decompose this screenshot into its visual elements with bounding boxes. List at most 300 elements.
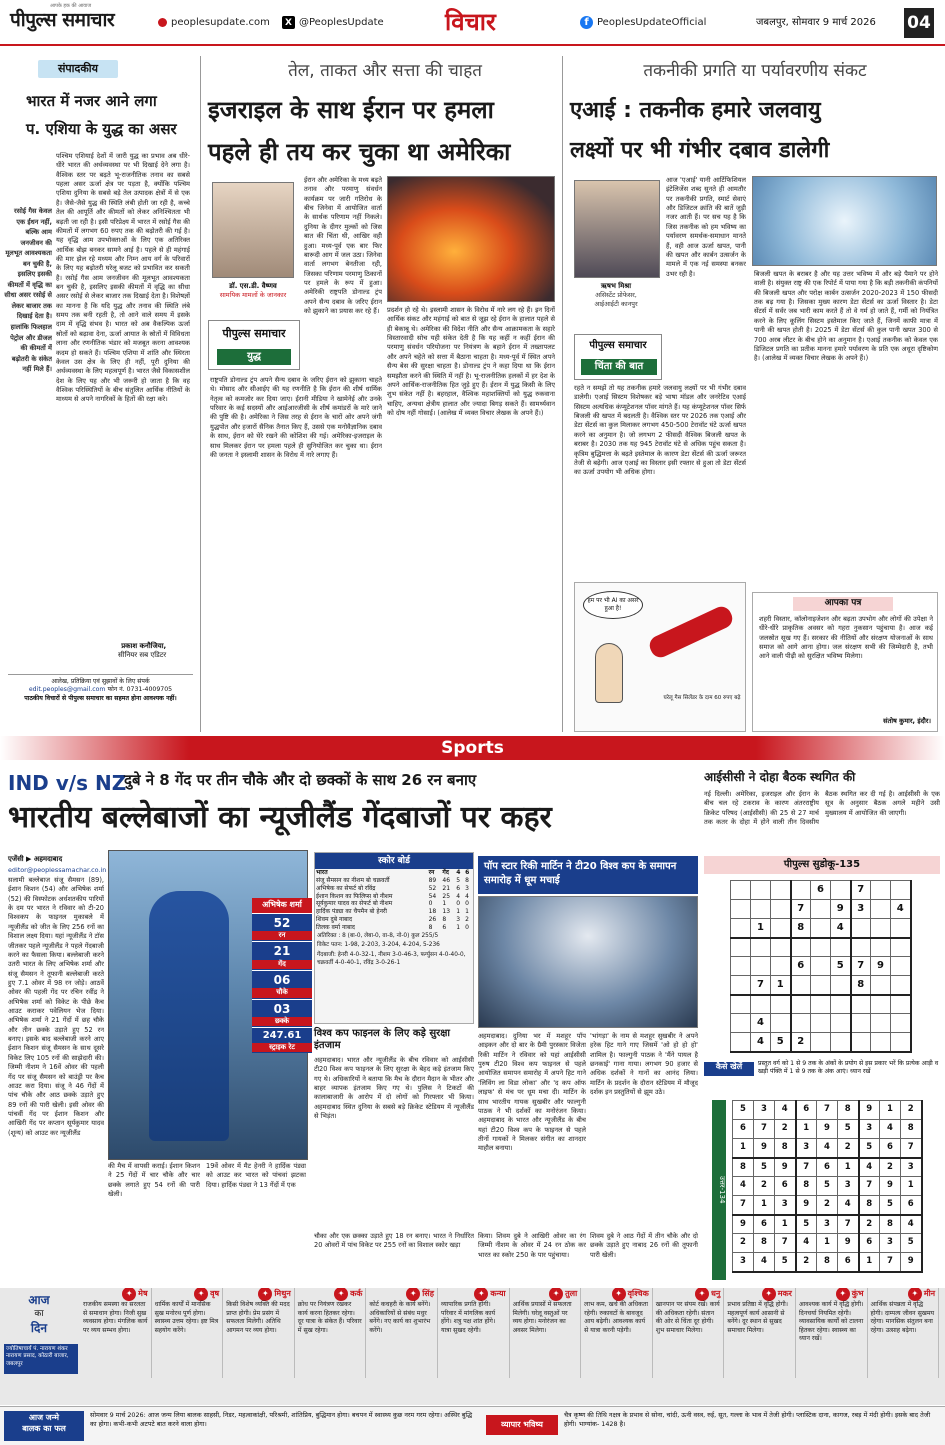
sudoku-answer-cell: 7 (901, 1139, 922, 1158)
scorecard-row (315, 877, 473, 885)
sudoku-answer-cell: 5 (859, 1139, 880, 1158)
sudoku-answer-row (733, 1234, 922, 1253)
score-bowling: गेंदबाजी: हेनरी 4-0-32-1, नीशम 3-0-46-3, फर्ग्युसन 4-0-40-0, चक्रवर्ती 4-0-40-1, रविंद्र 3-0-26-1 (317, 952, 466, 966)
scorecard-cell: 2 (465, 915, 469, 923)
zodiac-sign (223, 1288, 295, 1378)
war-image (387, 176, 555, 302)
israel-body-mid: राष्ट्रपति डोनाल्ड ट्रंप अपने सैन्य दबाव के जरिए ईरान को झुकाना चाहते थे। मोसाद और सीआईए की यह रणनीति है कि ईरान की शीर्ष धार्मिक नेतृत्व को कमजोर कर दिया जाए। ईरानी मीडिया ने खामेनेई और उनके परिवार के कई सदस्यों और आईआरजीसी के शीर्ष कमांडरों के मारे जाने की पुष्टि की है। अमेरिका ने जिस तरह से ईरान के चारों ओर अपने जंगी युद्धपोत और हजारों सैनिक तैनात किए हैं, उससे एक मनोवैज्ञानिक दबाव के साथ, ईरान को घेरे रखने की कोशिश की गई। अमेरिका-इजराइल के साथ मिलकर ईरान पर हमला पहले ही सुनियोजित कर चुका था। ईरान की जनता ने इस्लामी शासन के विरोध में नारे लगाए हैं। (210, 376, 382, 459)
stat-player-name: अभिषेक शर्मा (252, 898, 312, 913)
sudoku-answer-row (733, 1177, 922, 1196)
sudoku-row (731, 1033, 911, 1052)
sudoku-cell[interactable] (731, 881, 751, 900)
sudoku-answer-cell: 6 (754, 1215, 775, 1234)
scorecard-cell: 0 (465, 923, 469, 931)
sudoku-cell[interactable]: 5 (771, 1033, 791, 1052)
stat-list (252, 913, 312, 1053)
zodiac-text: लाभ कम, खर्च की अधिकता रहेगी। रुकावटों के बावजूद आय बढ़ेगी। आवश्यक कार्य से यात्रा करनी पड़ेगी। (584, 1301, 648, 1334)
sudoku-cell[interactable] (731, 900, 751, 919)
icc-headline: आईसीसी ने दोहा बैठक स्थगित की (704, 770, 856, 784)
scorecard-cell: 8 (442, 915, 447, 923)
sudoku-answer-cell: 7 (796, 1158, 817, 1177)
sudoku-cell[interactable] (771, 938, 791, 957)
zodiac-sign (796, 1288, 868, 1378)
sudoku-answer-cell: 8 (796, 1177, 817, 1196)
sudoku-cell[interactable] (831, 976, 851, 995)
sudoku-answer-cell: 8 (775, 1139, 796, 1158)
ai-category-box (574, 334, 662, 380)
sudoku-answer-cell: 6 (817, 1158, 838, 1177)
sudoku-cell[interactable] (891, 976, 911, 995)
sudoku-cell[interactable] (811, 919, 831, 938)
editorial-footer: आलेख, प्रतिक्रिया एवं सुझावों के लिए संपर्क edit.peoples@gmail.com फोन नं. 0731-4009705 पाठकीय विचारों से पीपुल्स समाचार का सहमत होना आवश्यक नहीं। (8, 674, 193, 710)
sudoku-cell[interactable] (751, 938, 771, 957)
sudoku-cell[interactable]: 4 (751, 1033, 771, 1052)
sudoku-answer-row (733, 1120, 922, 1139)
sudoku-cell[interactable]: 2 (791, 1033, 811, 1052)
zodiac-icon: ✦ (762, 1288, 776, 1301)
scorecard-cell: 52 (428, 884, 437, 892)
sudoku-cell[interactable] (871, 938, 891, 957)
sudoku-answer-cell: 2 (775, 1120, 796, 1139)
scorecard-cell: 18 (428, 908, 437, 916)
sudoku-answer-cell: 5 (754, 1158, 775, 1177)
sudoku-cell[interactable] (871, 976, 891, 995)
zodiac-text: आवश्यक कार्य में वृद्धि होगी। दिनचर्या नियमित रहेगी। व्यावसायिक कार्यों को टालना हितकर रहेगा। स्वास्थ्य का ध्यान रखें। (798, 1301, 864, 1343)
israel-kicker: तेल, ताकत और सत्ता की चाहत (288, 61, 482, 81)
sudoku-cell[interactable]: 7 (751, 976, 771, 995)
sudoku-answer-cell: 6 (859, 1234, 880, 1253)
sudoku-cell[interactable] (831, 1014, 851, 1033)
stat-item (252, 941, 312, 970)
sudoku-cell[interactable] (811, 995, 831, 1014)
zodiac-icon: ✦ (908, 1288, 922, 1301)
scorecard-table (315, 869, 473, 931)
sudoku-cell[interactable] (811, 976, 831, 995)
scorecard-head-cell: 4 (456, 869, 461, 877)
scorecard-cell: 13 (442, 908, 451, 916)
sudoku-answer-cell: 7 (775, 1234, 796, 1253)
sudoku-cell[interactable]: 8 (851, 976, 871, 995)
sudoku-answer-cell: 8 (859, 1196, 880, 1215)
scorecard-cell: तिलक वर्मा नाबाद (316, 923, 355, 931)
brand-tagline: आपके हक की आवाज (50, 3, 92, 9)
sudoku-cell[interactable] (771, 995, 791, 1014)
sudoku-answer-cell: 2 (880, 1158, 901, 1177)
israel-body-top: ईरान और अमेरिका के मध्य बढ़ते तनाव और परमाणु संवर्धन कार्यक्रम पर जारी गतिरोध के बीच जिनेवा में आयोजित वार्ता के सार्थक परिणाम नहीं निकले। दुनिया के दीगर मुल्कों को जिस बात की चिंता थी, आखिर वही हुआ। मध्य-पूर्व एक बार फिर बारूदी आग में जल उठा। जिनेवा वार्ता लगभग बेनतीजा रही, जिसका परिणाम परमाणु ठिकानों पर हमले के रूप में हुआ। अमेरिकी राष्ट्रपति डोनाल्ड ट्रंप अपने सैन्य दबाव के जरिए ईरान को झुकाने का प्रयास कर रहे हैं। (304, 176, 382, 316)
sudoku-cell[interactable] (871, 881, 891, 900)
sudoku-answer-cell: 9 (880, 1177, 901, 1196)
sudoku-cell[interactable] (851, 1014, 871, 1033)
sudoku-answer-cell: 9 (838, 1234, 859, 1253)
score-extras: अतिरिक्त : 8 (बा-0, लेबा-0, वा-8, नो-0) कुल 255/5 (317, 932, 439, 939)
globe-icon (158, 18, 167, 27)
scorecard-cell: 89 (428, 876, 437, 884)
sudoku-cell[interactable] (751, 900, 771, 919)
sudoku-cell[interactable] (811, 900, 831, 919)
sudoku-cell[interactable] (771, 919, 791, 938)
sudoku-cell[interactable] (811, 1033, 831, 1052)
scorecard-cell: 54 (428, 892, 437, 900)
sudoku-answer-cell: 1 (754, 1196, 775, 1215)
zodiac-name: ✦ मीन (868, 1288, 939, 1300)
answer-label: उत्तर-134 (712, 1100, 726, 1280)
cartoon (574, 582, 746, 732)
sudoku-cell[interactable] (771, 881, 791, 900)
sudoku-answer-row (733, 1101, 922, 1120)
sudoku-cell[interactable] (891, 995, 911, 1014)
scorecard-cell: हार्दिक पंड्या का चैपमैन बो हेनरी (316, 908, 387, 916)
sudoku-answer-cell: 4 (817, 1139, 838, 1158)
sudoku-cell[interactable] (731, 1033, 751, 1052)
sudoku-cell[interactable] (811, 938, 831, 957)
sudoku-cell[interactable] (871, 1033, 891, 1052)
sudoku-answer-grid (732, 1100, 923, 1273)
final-headline: विश्व कप फाइनल के लिए कड़े सुरक्षा इंतजाम (314, 1028, 450, 1051)
sudoku-answer-cell: 5 (838, 1120, 859, 1139)
scorecard (314, 852, 474, 1024)
zodiac-icon: ✦ (612, 1288, 626, 1301)
sudoku-row (731, 919, 911, 938)
scorecard-cell: अभिषेक का सेफर्ट बो रविंद्र (316, 884, 376, 892)
sudoku-cell[interactable]: 4 (751, 1014, 771, 1033)
scorecard-cell: 0 (428, 900, 433, 908)
scorecard-head-cell: गेंद (442, 869, 449, 877)
sudoku-answer-board (732, 1100, 923, 1273)
sudoku-answer-cell: 2 (859, 1215, 880, 1234)
sudoku-cell[interactable] (751, 995, 771, 1014)
sudoku-answer-cell: 4 (859, 1158, 880, 1177)
sudoku-cell[interactable] (771, 957, 791, 976)
sudoku-cell[interactable]: 4 (831, 919, 851, 938)
sports-title: Sports (400, 736, 545, 760)
sports-body-bottom-4: किया। शिवम दुबे ने आखिरी ओवर का रंग जिम्मी नीशम के ओवर में 24 रन ठोक कर भारत का स्कोर 250 के पार पहुंचाया। (478, 1232, 586, 1259)
ricky-headline: पॉप स्टार रिकी मार्टिन ने टी20 विश्व कप के समापन समारोह में धूम मचाई (478, 856, 698, 894)
cartoon-speech-bubble: हम पर भी AI का असर हुआ है! (583, 591, 643, 619)
sudoku-answer-row (733, 1139, 922, 1158)
scorecard-cell: 8 (465, 876, 469, 884)
sudoku-cell[interactable]: 4 (891, 900, 911, 919)
sudoku-grid (730, 880, 912, 1053)
sudoku-cell[interactable] (871, 919, 891, 938)
sudoku-cell[interactable] (871, 1014, 891, 1033)
scorecard-cell: 4 (456, 892, 461, 900)
sudoku-cell[interactable] (771, 1014, 791, 1033)
sudoku-cell[interactable]: 1 (751, 919, 771, 938)
scorecard-cell: 0 (456, 900, 461, 908)
sudoku-cell[interactable] (851, 938, 871, 957)
sudoku-answer-cell: 2 (796, 1253, 817, 1272)
masthead (0, 0, 945, 46)
sudoku-answer-cell: 8 (901, 1120, 922, 1139)
facebook-link[interactable]: f PeoplesUpdateOfficial (580, 16, 706, 30)
stat-label: रन (252, 931, 312, 940)
sudoku-answer-cell: 7 (733, 1196, 754, 1215)
zodiac-icon: ✦ (122, 1288, 136, 1301)
ai-body-mid: रहते न समझें तो यह तकनीक हमारे जलवायु लक्ष्यों पर भी गंभीर दबाव डालेगी। एआई सिस्टम विशेषकर बड़े भाषा मॉडल और जनरेटिव एआई सिस्टम अत्यधिक कंप्यूटेशनल पॉवर मांगते हैं। यह कंप्यूटेशनल पॉवर सिर्फ बिजली की खपत में बदलती है। वैश्विक स्तर पर 2026 तक एआई और डेटा सेंटर्स का कुल मिलाकर लगभग 450-500 टेरावॉट घंटे ऊर्जा खपत करने का अनुमान है। जो लगभग 2 फीसदी वैश्विक बिजली खपत के बराबर है। 2030 तक यह 945 टेरावॉट घंटे से अधिक पहुंच सकता है। कृत्रिम बुद्धिमत्ता के बढ़ते इस्तेमाल के कारण डेटा सेंटर्स की ऊर्जा जरूरत तेजी से बढ़ेगी। आज एआई का विस्तार इसी रफ्तार से हुआ तो डेटा सेंटर्स का ऊर्जा उपयोग भी अधिक होगा। (574, 384, 746, 477)
zodiac-icon: ✦ (406, 1288, 420, 1301)
zodiac-name: ✦ वृश्चिक (581, 1288, 652, 1300)
column-rule (200, 56, 201, 732)
ai-box-label: चिंता की बात (581, 359, 657, 375)
sports-email: editor@peoplessamachar.co.in (8, 866, 107, 874)
sudoku-cell[interactable] (731, 1014, 751, 1033)
sudoku-answer-cell: 9 (754, 1139, 775, 1158)
zodiac-name: ✦ मेष (80, 1288, 151, 1300)
sudoku-cell[interactable] (731, 976, 751, 995)
israel-author: डॉ. एस.डी. वैष्णव सामयिक मामलों के जानकार (219, 282, 287, 300)
zodiac-list (80, 1288, 940, 1378)
scorecard-cell: 3 (465, 884, 469, 892)
sudoku-cell[interactable] (791, 881, 811, 900)
zodiac-name: ✦ मिथुन (223, 1288, 294, 1300)
editorial-column (4, 56, 193, 736)
sudoku-answer-cell: 5 (733, 1101, 754, 1120)
israel-headline-line1: इजराइल के साथ ईरान पर हमला (208, 96, 494, 124)
sudoku-row (731, 900, 911, 919)
israel-category-box (208, 320, 300, 370)
sudoku-answer-cell: 5 (775, 1253, 796, 1272)
sudoku-cell[interactable] (791, 1014, 811, 1033)
zodiac-text: धार्मिक कार्यों में मानसिक सुख मनोरथ पूर्ण होगा। स्वास्थ्य उत्तम रहेगा। इष्ट मित्र सहयोग करेंगे। (154, 1301, 219, 1334)
sudoku-answer-cell: 4 (901, 1215, 922, 1234)
sudoku-cell[interactable] (751, 881, 771, 900)
ricky-body-2: 'भांगड़ा' के नाम से मशहूर सुखबीर ने अपने हरेक हिट गाने गाए जिसमें 'ओ हो हो हो' शामिल है। फाल्गुनी पाठक ने 'मैंने पायल है छनकाई' गाना गाया। लगभग 90 हजार से अधिक दर्शकों ने गानों का आनंद लिया। मार्टिन के प्रदर्शन के दौरान स्टेडियम में मौजूद दर्शक इन प्रस्तुतियों से झूम उठे। (590, 1032, 698, 1097)
sudoku-title: पीपुल्स सुडोकू-135 (704, 856, 940, 874)
ai-kicker: तकनीकी प्रगति या पर्यावरणीय संकट (643, 61, 867, 81)
zodiac-icon: ✦ (836, 1288, 850, 1301)
sudoku-answer-cell: 6 (880, 1139, 901, 1158)
sudoku-cell[interactable]: 9 (831, 900, 851, 919)
sudoku-cell[interactable] (831, 1033, 851, 1052)
zodiac-name: ✦ धनु (653, 1288, 724, 1300)
sudoku-answer-cell: 1 (859, 1253, 880, 1272)
zodiac-icon: ✦ (194, 1288, 208, 1301)
zodiac-sign (295, 1288, 367, 1378)
sudoku-cell[interactable] (731, 938, 751, 957)
zodiac-sign (868, 1288, 940, 1378)
scorecard-cell: 4 (465, 892, 469, 900)
sudoku-cell[interactable]: 6 (811, 881, 831, 900)
zodiac-icon: ✦ (474, 1288, 488, 1301)
sudoku-cell[interactable] (831, 881, 851, 900)
sudoku-cell[interactable] (731, 957, 751, 976)
scorecard-cell: 8 (428, 923, 433, 931)
sudoku-answer-cell: 2 (838, 1139, 859, 1158)
letters-author: संतोष कुमार, इंदौर। (883, 717, 931, 725)
scorecard-head-cell: भारत (316, 869, 328, 877)
sudoku-cell[interactable] (871, 900, 891, 919)
sudoku-answer-cell: 7 (880, 1253, 901, 1272)
letters-label: आपका पत्र (793, 597, 893, 611)
facebook-icon: f (580, 16, 593, 29)
sudoku-answer-cell: 1 (838, 1158, 859, 1177)
ai-body-intro: आज 'एआई' यानी आर्टिफिशियल इंटेलिजेंस शब्द सुनते ही आमतौर पर तकनीकी प्रगति, स्मार्ट सेवाएं और डिजिटल क्रांति की बातें जुड़ी नजर आती हैं। पर सच यह है कि जिस तकनीक को हम भविष्य का पर्यावरण समर्थक-समाधान मानते हैं, वही आज ऊर्जा खपत, पानी की खपत और कार्बन उत्सर्जन के मामले में एक नई समस्या बनकर उभर रही है। (666, 176, 746, 278)
sudoku-cell[interactable] (891, 938, 911, 957)
twitter-link[interactable]: X @PeoplesUpdate (282, 16, 384, 30)
zodiac-name: ✦ कर्क (295, 1288, 366, 1300)
stat-value: 21 (273, 944, 291, 959)
sudoku-cell[interactable] (791, 976, 811, 995)
sudoku-cell[interactable]: 7 (851, 881, 871, 900)
sudoku-cell[interactable] (891, 957, 911, 976)
sudoku-answer-cell: 1 (817, 1234, 838, 1253)
zodiac-name: ✦ वृष (152, 1288, 223, 1300)
sudoku-answer-cell: 9 (859, 1101, 880, 1120)
letters-body: शहरी विस्तार, कॉलोनाइजेशन और बढ़ता उपभोग और लोगों की उपेक्षा ने धीरे-धीरे प्राकृतिक अवसर को गहरा नुकसान पहुंचाया है। आज कई जलस्रोत सूख गए हैं। सरकार की नीतियों और संरक्षण योजनाओं के साथ समाज को आगे आना होगा। जल संरक्षण सभी की जिम्मेदारी है, तभी आने वाली पीढ़ी को सुरक्षित भविष्य मिलेगा। (759, 615, 933, 661)
sudoku-answer-row (733, 1253, 922, 1272)
stat-value: 06 (273, 973, 291, 988)
sudoku-cell[interactable]: 7 (791, 900, 811, 919)
zodiac-icon: ✦ (549, 1288, 563, 1301)
horoscope-label: आज का दिन (28, 1293, 50, 1336)
sudoku-answer-cell: 2 (754, 1177, 775, 1196)
sports-body: सलामी बल्लेबाज संजू सैमसन (89), ईशान किशन (54) और अभिषेक शर्मा (52) की विस्फोटक अर्धशतकीय पारियों के दम पर भारत ने रविवार को टी-20 विश्वकप के फाइनल मुकाबले में न्यूजीलैंड को जीत के लिए 256 रनों का विशाल लक्ष्य दिया। यहां न्यूजीलैंड ने टॉस जीतकर पहले न्यूजीलैंड ने पहले गेंदबाजी करने का फैसला किया। बल्लेबाजी करने उतरी भारत के लिए अभिषेक शर्मा और संजू सैमसन ने तूफानी बल्लेबाजी करते हुए 7.1 ओवर में 98 रन जोड़े। आठवें ओवर की पहली गेंद पर रचिन रवींद्र ने अभिषेक शर्मा को विकेट के पीछे कैच आउट कराकर पवेलियन भेज दिया। अभिषेक शर्मा ने 21 गेंदों में छह चौके और तीन छक्के उड़ाते हुए 52 रन बनाए। इसके बाद बल्लेबाजी करने आए ईशान किशन संजू सैमसन के साथ दूसरे विकेट लिए 105 रनों की साझेदारी की। जिम्मी नीशम ने 16वें ओवर की पहली गेंद पर संजू सैमसन को बाउंड्री पर कैच आउट करा दिया। संजू ने 46 गेंदों में पांच चौके और आठ छक्के उड़ाते हुए 89 रनों की पारी खेली। इसी ओवर की पांचवीं गेंद पर ईशान किशन और आखिरी गेंद पर कप्तान सूर्यकुमार यादव (शून्य) को आउट कर न्यूजीलैंड (8, 876, 104, 1137)
sudoku-row (731, 957, 911, 976)
zodiac-icon: ✦ (334, 1288, 348, 1301)
born-text: सोमवार 9 मार्च 2026: आज जन्म लिया बालक साहसी, निडर, महत्वाकांक्षी, परिश्रमी, शांतिप्रिय, बुद्धिमान होगा। बचपन में स्वास्थ्य कुछ नरम गरम रहेगा। अस्थिर बुद्धि का होगा। कभी-कभी अटपटे बात करने वाला होगा। (90, 1411, 473, 1428)
stat-label: चौके (252, 988, 312, 997)
sudoku-cell[interactable] (751, 957, 771, 976)
sudoku-cell[interactable] (891, 1014, 911, 1033)
sports-subhead: दुबे ने 8 गेंद पर तीन चौके और दो छक्कों के साथ 26 रन बनाए (124, 771, 477, 789)
cartoon-figure (595, 643, 623, 703)
sudoku-cell[interactable] (791, 995, 811, 1014)
ricky-body: अहमदाबाद। दुनिया भर में मशहूर पॉप आइकन और दो बार के ग्रैमी पुरस्कार विजेता रिकी मार्टिन ने रविवार को यहां आईसीसी पुरुष टी20 विश्व कप फाइनल से पहले आयोजित समापन समारोह में अपने हिट गाने 'लिविंग ला विडा लोका' और 'द कप ऑफ लाइफ' से मंच पर धूम मचा दी। मार्टिन के साथ भारतीय गायक सुखबीर और फाल्गुनी पाठक ने भी दर्शकों का मनोरंजन किया। अहमदाबाद के भारत और न्यूजीलैंड के बीच यहां टी20 विश्व कप के फाइनल से पहले तीनों गायकों ने मिलकर संगीत का शानदार माहौल बनाया। (478, 1032, 586, 1153)
scorecard-cell: सूर्यकुमार यादव का सेफर्ट बो नीशम (316, 900, 393, 908)
sudoku-cell[interactable]: 6 (791, 957, 811, 976)
zodiac-sign (152, 1288, 224, 1378)
sudoku-cell[interactable]: 1 (771, 976, 791, 995)
israel-headline-line2: पहले ही तय कर चुका था अमेरिका (208, 138, 511, 166)
sudoku-answer-cell: 5 (901, 1234, 922, 1253)
stat-item (252, 999, 312, 1028)
cylinder-rocket (646, 603, 735, 660)
stat-item (252, 970, 312, 999)
sudoku-cell[interactable] (851, 919, 871, 938)
stat-value: 52 (273, 915, 291, 930)
zodiac-sign (653, 1288, 725, 1378)
sudoku-cell[interactable]: 8 (791, 919, 811, 938)
sudoku-answer-cell: 7 (754, 1120, 775, 1139)
cartoon-caption: घरेलू गैस सिलेंडर के दाम 60 रुपए बढ़े (663, 695, 741, 701)
sudoku-cell[interactable] (851, 1033, 871, 1052)
editorial-body: पश्चिम एशियाई देशों में जारी युद्ध का प्रभाव अब धीरे-धीरे भारत की अर्थव्यवस्था पर भी दिखाई देने लगा है। वैश्विक स्तर पर बढ़ते भू-राजनीतिक तनाव का सबसे पहला असर ऊर्जा क्षेत्र पर पड़ता है, क्योंकि पश्चिम एशिया दुनिया के सबसे बड़े तेल उत्पादक क्षेत्रों में से एक है। जैसे-जैसे युद्ध की स्थिति लंबी होती जा रही है, कच्चे तेल की आपूर्ति और कीमतों को लेकर अनिश्चितता भी बढ़ती जा रही है। इसी परिप्रेक्ष्य में भारत में रसोई गैस की कीमतों में लगभग 60 रुपए तक की बढ़ोतरी की गई है। यह वृद्धि आम उपभोक्ताओं के लिए एक अतिरिक्त आर्थिक बोझ बनकर सामने आई है। पहले से ही महंगाई की मार झेल रहे मध्यम और निम्न आय वर्ग के परिवारों के लिए यह बढ़ोतरी घरेलू बजट को प्रभावित कर सकती है। रसोई गैस आम जनजीवन की मूलभूत आवश्यकता बन चुकी है, इसलिए इसकी कीमतों में वृद्धि का सीधा असर रसोई से लेकर बाजार तक दिखाई देता है। विशेषज्ञों का मानना है कि यदि युद्ध और तनाव की स्थिति लंबे समय तक बनी रहती है, तो आने वाले समय में इसके दाम में वृद्धि संभव है। भारत को अब वैकल्पिक ऊर्जा स्रोतों को बढ़ावा देना, ऊर्जा आयात के स्रोतों में विविधता लाना और रणनीतिक भंडार को मजबूत करना आवश्यक कदम हो सकते हैं। पश्चिम एशिया में शांति और स्थिरता केवल उस क्षेत्र के लिए ही नहीं, पूरी दुनिया की अर्थव्यवस्था के लिए महत्वपूर्ण है। भारत जैसे विकासशील देश के लिए यह और भी जरूरी हो जाता है कि वह वैश्विक परिस्थितियों के बीच संतुलित आर्थिक नीतियों के माध्यम से अपने नागरिकों के हितों की रक्षा करे। (56, 152, 190, 404)
ricky-image (478, 896, 698, 1028)
sudoku-answer-cell: 4 (838, 1196, 859, 1215)
sudoku-answer-cell: 4 (880, 1120, 901, 1139)
sudoku-answer-row (733, 1196, 922, 1215)
sudoku-cell[interactable] (891, 919, 911, 938)
sudoku-row (731, 1014, 911, 1033)
sudoku-cell[interactable] (831, 938, 851, 957)
scorecard-row (315, 900, 473, 908)
zodiac-icon: ✦ (258, 1288, 272, 1301)
scorecard-cell: 1 (442, 900, 447, 908)
sudoku-cell[interactable]: 7 (851, 957, 871, 976)
sudoku-answer-cell: 2 (901, 1101, 922, 1120)
zodiac-text: आर्थिक प्रयासों में सफलता मिलेगी। घरेलू वस्तुओं पर व्यय होगा। मनोरंजन का अवसर मिलेगा। (512, 1301, 572, 1334)
horoscope-section (0, 1288, 945, 1405)
sudoku-instructions (704, 1060, 940, 1094)
scorecard-cell: 25 (442, 892, 451, 900)
zodiac-name: ✦ मकर (724, 1288, 795, 1300)
sudoku-answer-cell: 3 (901, 1158, 922, 1177)
business-text: चैत्र कृष्ण की तिथि नक्षत्र के प्रभाव से सोना, चांदी, ऊनी वस्त्र, रुई, सूत, गल्ला के भाव में तेजी होगी। प्लास्टिक दाना, कागज, रबड़ में मंदी होगी। इसके बाद तेजी होगी। भाग्यांक- 1428 है। (564, 1411, 931, 1428)
sudoku-answer-cell: 4 (754, 1253, 775, 1272)
sudoku-answer-cell: 5 (796, 1215, 817, 1234)
sudoku-cell[interactable] (771, 900, 791, 919)
sudoku-cell[interactable] (891, 1033, 911, 1052)
sudoku-cell[interactable] (811, 1014, 831, 1033)
israel-paper-tag: पीपुल्स समाचार (222, 327, 286, 340)
sudoku-row (731, 881, 911, 900)
website-link[interactable]: peoplesupdate.com (158, 16, 270, 30)
scorecard-cell: 21 (442, 884, 451, 892)
scorecard-head-row (315, 869, 473, 877)
born-label: आज जन्मे बालक का फल (4, 1411, 84, 1441)
sudoku-answer-cell: 8 (838, 1101, 859, 1120)
sudoku-cell[interactable] (731, 919, 751, 938)
bottom-strip (0, 1406, 945, 1445)
scorecard-row (315, 885, 473, 893)
sudoku-cell[interactable] (831, 995, 851, 1014)
scorecard-row (315, 916, 473, 924)
sudoku-answer-cell: 8 (817, 1253, 838, 1272)
sudoku-cell[interactable] (851, 995, 871, 1014)
sudoku-answer-cell: 6 (901, 1196, 922, 1215)
stat-panel (252, 898, 312, 1080)
stat-label: गेंद (252, 960, 312, 969)
sudoku-cell[interactable] (731, 995, 751, 1014)
sudoku-answer-cell: 1 (733, 1139, 754, 1158)
brand-logo: पीपुल्स समाचार (10, 9, 115, 31)
israel-body-right: प्रदर्शन हो रहे थे। इस्लामी शासन के विरोध में नारे लग रहे हैं। इन दिनों आर्थिक संकट और महंगाई को बात से जूझ रहे ईरान के हालात पहले से ही बेकाबू थे। अमेरिका की विदेश नीति और सैन्य आक्रामकता के सहारे विस्तारवादी सोच यही संकेत देती है कि यह कहीं न कहीं ईरान की परमाणु संवर्धन परियोजना पर नियंत्रण के बहाने ईरान में तख्तापलट और अपने चहेते को सत्ता में बैठाना चाहता है। मध्य-पूर्व में स्थित अपने सैन्य बेस की सुरक्षा चाहता है। डोनाल्ड ट्रंप ने कहा दिया था कि ईरान समझौता करने की स्थिति में नहीं है। भू-राजनीतिक हलकों में हर देश के अपने आर्थिक-राजनीतिक हित जुड़े हुए हैं। ईरान में युद्ध किसी के लिए शुभ संकेत नहीं है। बहरहाल, वैश्विक महाशक्तियों को युद्ध रुकवाना चाहिए, अन्यथा क्षेत्रीय हालात और ज्यादा बिगड़ सकते हैं। सामर्थ्यवान को दोष नहीं गोसाईं। (आलेख में व्यक्त विचार लेखक के अपने हैं।) (387, 306, 555, 417)
sudoku-cell[interactable] (811, 957, 831, 976)
sudoku-cell[interactable]: 5 (831, 957, 851, 976)
sudoku-cell[interactable] (791, 938, 811, 957)
scorecard-cell: 5 (456, 876, 461, 884)
score-fall: विकेट पतन: 1-98, 2-203, 3-204, 4-204, 5-236 (317, 942, 440, 949)
stat-item (252, 1027, 312, 1053)
sudoku-cell[interactable] (891, 881, 911, 900)
zodiac-name: ✦ सिंह (366, 1288, 437, 1300)
zodiac-icon: ✦ (695, 1288, 709, 1301)
sudoku-answer-cell: 3 (733, 1253, 754, 1272)
sudoku-cell[interactable] (871, 995, 891, 1014)
scorecard-label: स्कोर बोर्ड (315, 853, 473, 869)
zodiac-text: कोर्ट कचहरी के कार्य बनेंगे। अधिकारियों से संबंध मधुर बनेंगे। नए कार्य का शुभारंभ करेंगे। (369, 1301, 431, 1334)
sudoku-answer-cell: 6 (796, 1101, 817, 1120)
ai-author-photo (574, 180, 660, 278)
x-icon: X (282, 16, 295, 29)
letters-box (752, 592, 938, 732)
ai-headline-line2: लक्ष्यों पर भी गंभीर दबाव डालेगी (570, 138, 830, 163)
zodiac-sign (438, 1288, 510, 1378)
sudoku-answer-cell: 3 (880, 1234, 901, 1253)
sudoku-answer-cell: 7 (859, 1177, 880, 1196)
sudoku-cell[interactable]: 9 (871, 957, 891, 976)
sudoku-cell[interactable]: 3 (851, 900, 871, 919)
zodiac-text: खानपान पर संयम रखें। कार्य की अधिकता रहेगी। संतान की ओर से चिंता दूर होगी। शुभ समाचार मिलेगा। (655, 1301, 720, 1334)
stat-label: स्ट्राइक रेट (252, 1043, 312, 1052)
sudoku-answer-cell: 3 (859, 1120, 880, 1139)
zodiac-text: आर्थिक संपन्नता में वृद्धि होगी। दाम्पत्य जीवन सुखमय रहेगा। मानसिक संतुलन बना रहेगा। उत्साह बढ़ेगा। (870, 1301, 935, 1334)
sudoku-answer-cell: 9 (733, 1215, 754, 1234)
zodiac-sign (80, 1288, 152, 1378)
stat-value: 03 (273, 1001, 291, 1016)
sudoku-answer-cell: 7 (838, 1215, 859, 1234)
sudoku-answer-cell: 1 (796, 1120, 817, 1139)
